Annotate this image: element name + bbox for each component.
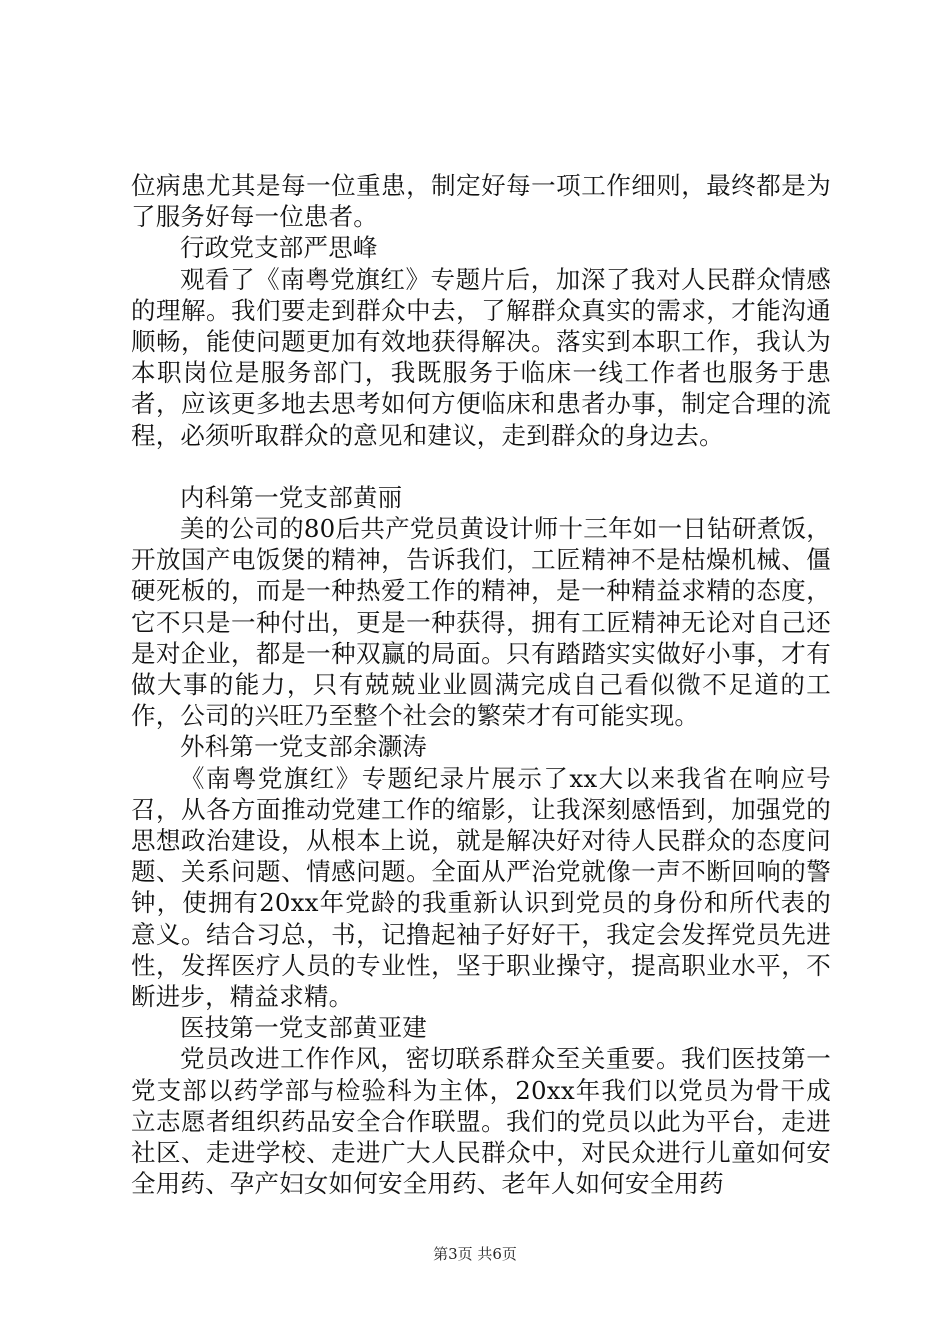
- paragraph-2: 美的公司的80后共产党员黄设计师十三年如一日钻研煮饭，开放国产电饭煲的精神，告诉我们，工匠精神不是枯燥机械、僵硬死板的，而是一种热爱工作的精神，是一种精益求精的态度，它不只是一种付出，更是一种获得，拥有工匠精神无论对自己还是对企业，都是一种双赢的局面。只有踏踏实实做好小事，才有做大事的能力，只有兢兢业业圆满完成自己看似微不足道的工作，公司的兴旺乃至整个社会的繁荣才有可能实现。: [131, 514, 831, 731]
- author-heading-2: 内科第一党支部黄丽: [180, 482, 403, 512]
- author-heading-1: 行政党支部严思峰: [180, 233, 378, 263]
- paragraph-4: 党员改进工作作风，密切联系群众至关重要。我们医技第一党支部以药学部与检验科为主体，20xx年我们以党员为骨干成立志愿者组织药品安全合作联盟。我们的党员以此为平台，走进社区、走进学校、走进广大人民群众中，对民众进行儿童如何安全用药、孕产妇女如何安全用药、老年人如何安全用药: [131, 1044, 831, 1199]
- paragraph-3: 《南粤党旗红》专题纪录片展示了xx大以来我省在响应号召，从各方面推动党建工作的缩影，让我深刻感悟到，加强党的思想政治建设，从根本上说，就是解决好对待人民群众的态度问题、关系问题、情感问题。全面从严治党就像一声不断回响的警钟，使拥有20xx年党龄的我重新认识到党员的身份和所代表的意义。结合习总，书，记撸起袖子好好干，我定会发挥党员先进性，发挥医疗人员的专业性，坚于职业操守，提高职业水平，不断进步，精益求精。: [131, 763, 831, 1012]
- page-number-footer: 第3页 共6页: [433, 1245, 517, 1263]
- paragraph-continuation: 位病患尤其是每一位重患，制定好每一项工作细则，最终都是为了服务好每一位患者。: [131, 171, 831, 232]
- author-heading-4: 医技第一党支部黄亚建: [180, 1013, 427, 1043]
- author-heading-3: 外科第一党支部余灏涛: [180, 732, 427, 762]
- document-body: [131, 170, 831, 1200]
- paragraph-1: 观看了《南粤党旗红》专题片后，加深了我对人民群众情感的理解。我们要走到群众中去，了解群众真实的需求，才能沟通顺畅，能使问题更加有效地获得解决。落实到本职工作，我认为本职岗位是服务部门，我既服务于临床一线工作者也服务于患者，应该更多地去思考如何方便临床和患者办事，制定合理的流程，必须听取群众的意见和建议，走到群众的身边去。: [131, 264, 831, 450]
